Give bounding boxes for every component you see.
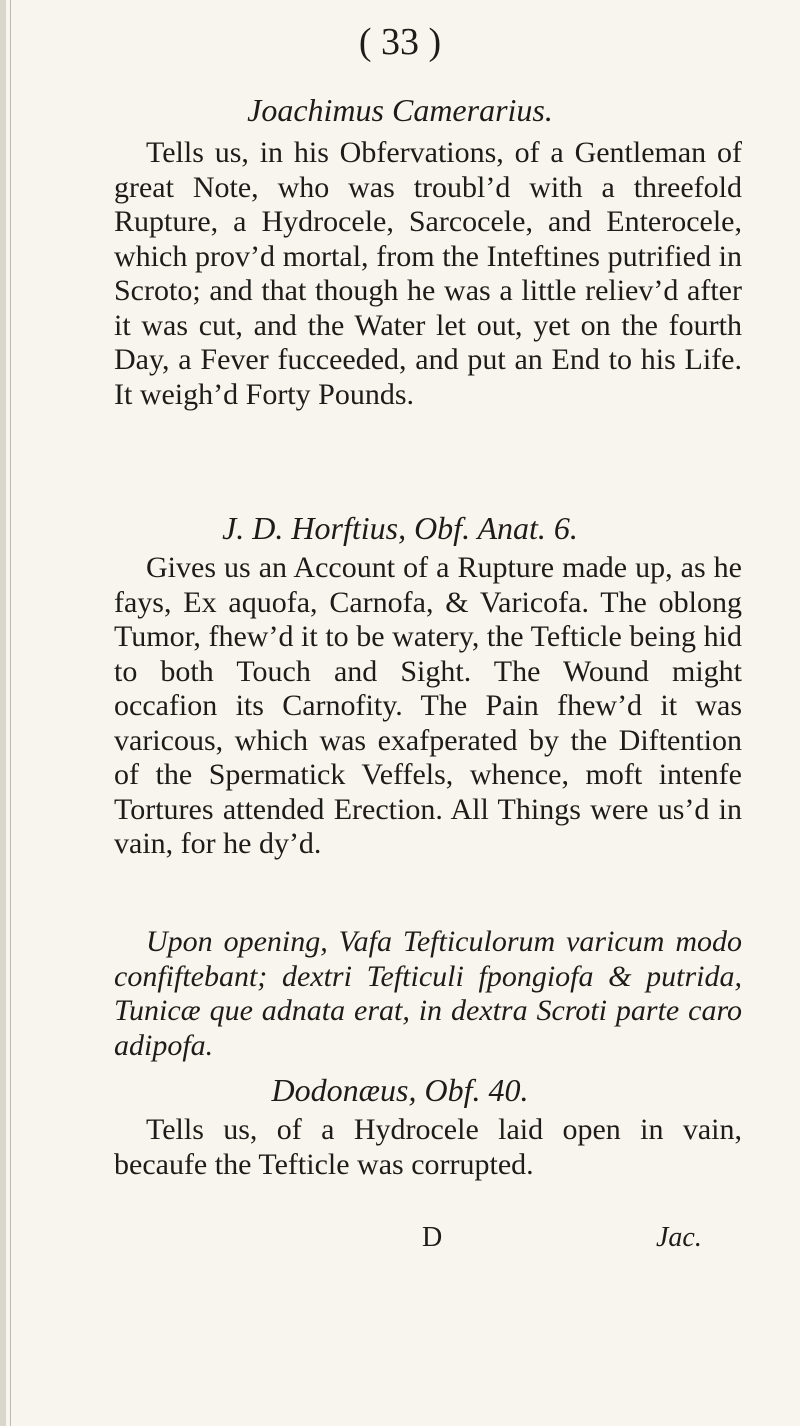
section-text-upon-opening <box>114 925 742 1063</box>
paragraph: Gives us an Account of a Rupture made up, as he fays, Ex aquofa, Carnofa, & Varicofa. The oblong Tumor, fhew’d it to be watery, the Tefticle being hid to both Touch and Sight. The Wound might occafion its Carnofity. The Pain fhew’d it was varicous, which was exafperated by the Diftention of the Spermatick Veffels, whence, moft intenfe Tortures attended Erection. All Things were us’d in vain, for he dy’d. <box>114 551 742 860</box>
section-text-horstius <box>114 551 742 862</box>
section-heading-camerarius: Joachimus Camerarius. <box>247 92 553 128</box>
section-text-dodonaeus <box>114 1113 742 1182</box>
page-binding-line <box>10 0 11 1426</box>
page-number: ( 33 ) <box>358 21 442 63</box>
signature-mark: D <box>422 1222 443 1253</box>
catchword: Jac. <box>656 1222 702 1253</box>
page-binding-edge <box>0 0 6 1426</box>
paragraph: Tells us, in his Obfervations, of a Gentleman of great Note, who was troubl’d with a threefold Rupture, a Hydrocele, Sarcocele, and Enterocele, which prov’d mortal, from the Inteftines putrified in Scroto; and that though he was a little reliev’d after it was cut, and the Water let out, yet on the fourth Day, a Fever fucceeded, and put an End to his Life. It weigh’d Forty Pounds. <box>114 136 742 411</box>
section-text-camerarius <box>114 136 742 412</box>
section-heading-dodonaeus: Dodonæus, Obf. 40. <box>271 1072 529 1108</box>
paragraph: Tells us, of a Hydrocele laid open in vain, becaufe the Tefticle was corrupted. <box>114 1113 742 1181</box>
section-heading-horstius: J. D. Horftius, Obf. Anat. 6. <box>222 510 578 546</box>
paragraph: Upon opening, Vafa Tefticulorum varicum modo confiftebant; dextri Tefticuli fpongiofa & putrida, Tunicæ que adnata erat, in dextra Scroti parte caro adipofa. <box>114 925 742 1062</box>
